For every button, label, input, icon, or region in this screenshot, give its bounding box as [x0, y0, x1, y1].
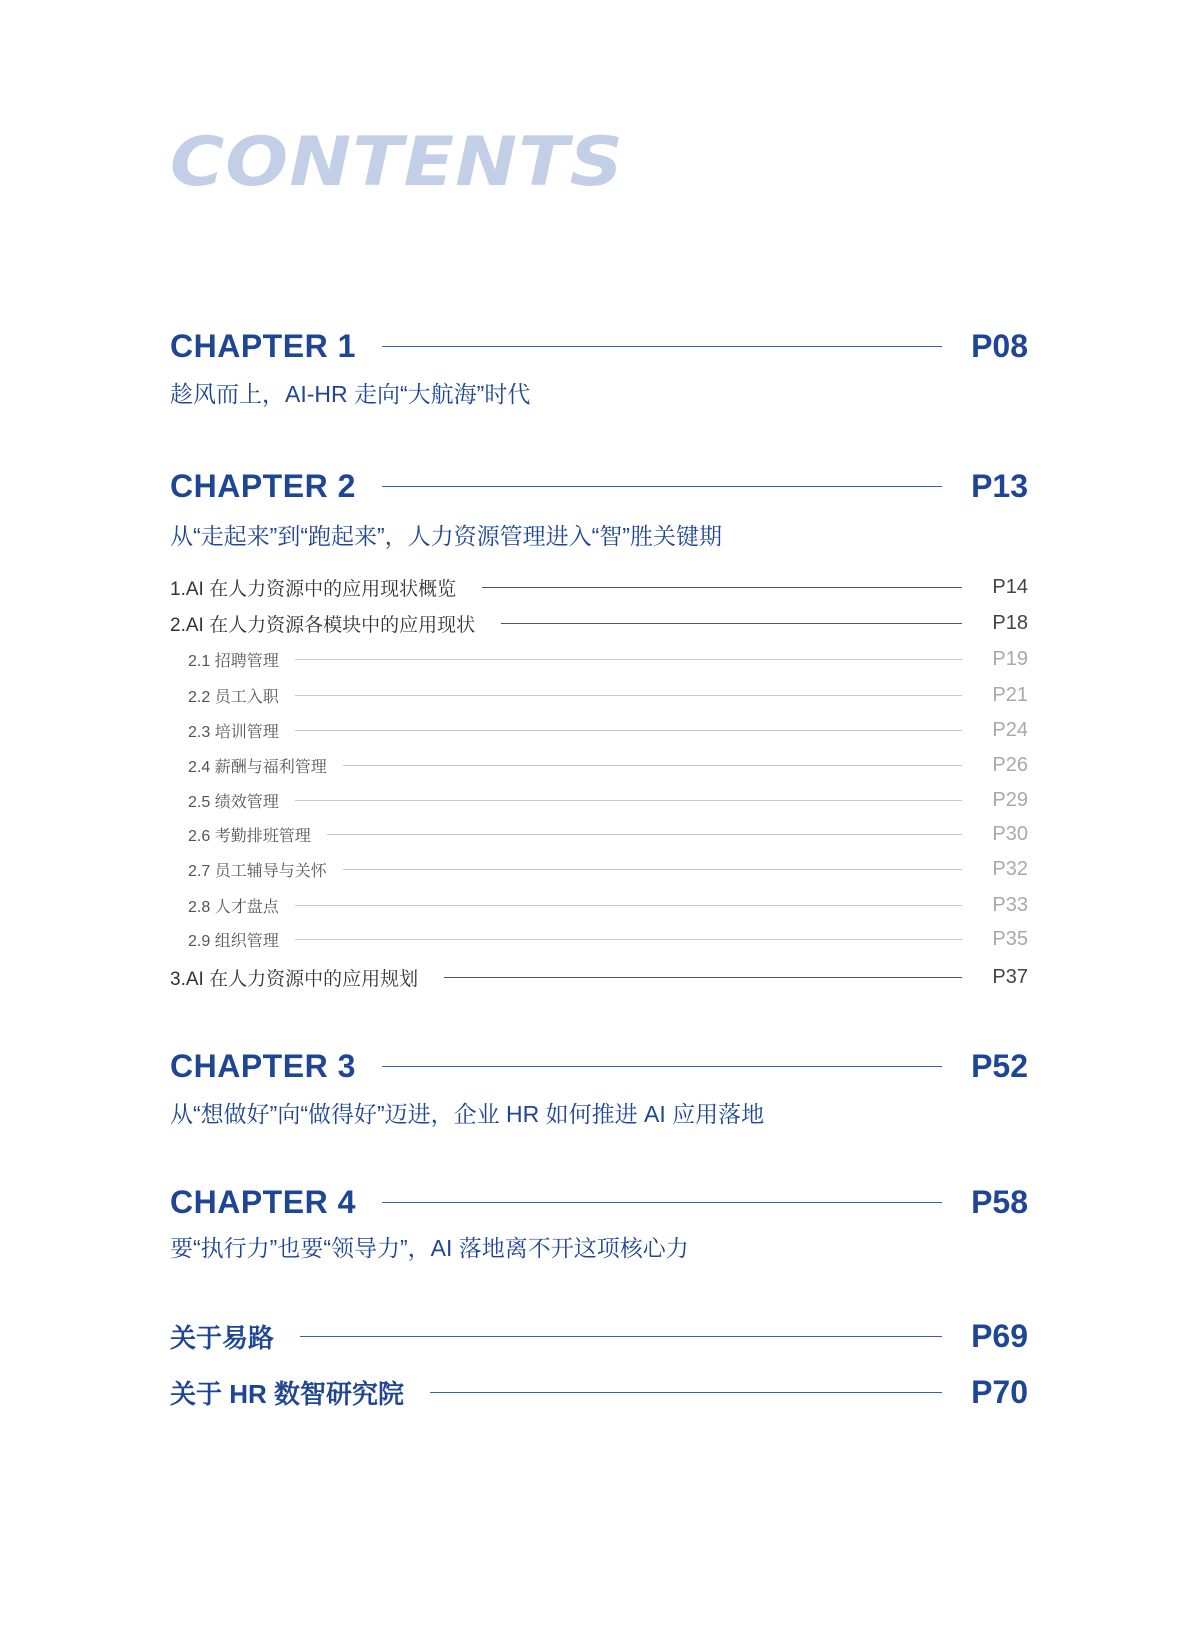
- leader-line: [295, 800, 962, 801]
- page-number: P35: [992, 928, 1028, 950]
- section-label: 3.AI 在人力资源中的应用规划: [170, 969, 419, 990]
- chapter-label: CHAPTER 2: [170, 468, 356, 504]
- section-label: 1.AI 在人力资源中的应用现状概览: [170, 579, 457, 600]
- about-label: 关于易路: [170, 1323, 275, 1353]
- page-number: P19: [992, 648, 1028, 670]
- leader-line: [482, 587, 962, 588]
- page-number: P37: [992, 966, 1028, 988]
- leader-line: [295, 730, 962, 731]
- chapter-4-entry[interactable]: [170, 1184, 1028, 1221]
- leader-line: [382, 1202, 942, 1204]
- about-label: 关于 HR 数智研究院: [170, 1379, 405, 1409]
- page-number: P08: [971, 328, 1028, 364]
- subsection-label: 2.7 员工辅导与关怀: [188, 863, 327, 880]
- page-number: P32: [992, 858, 1028, 880]
- chapter-2-subtitle: 从“走起来”到“跑起来”，人力资源管理进入“智”胜关键期: [170, 523, 722, 549]
- page-number: P30: [992, 823, 1028, 845]
- subsection-entry[interactable]: [188, 648, 1028, 671]
- subsection-label: 2.6 考勤排班管理: [188, 828, 311, 845]
- page-number: P69: [971, 1318, 1028, 1354]
- page-number: P21: [992, 684, 1028, 706]
- leader-line: [295, 905, 962, 906]
- page-number: P29: [992, 789, 1028, 811]
- subsection-entry[interactable]: [188, 719, 1028, 742]
- page-number: P24: [992, 719, 1028, 741]
- leader-line: [430, 1392, 942, 1394]
- chapter-1-subtitle: 趁风而上，AI-HR 走向“大航海”时代: [170, 381, 531, 407]
- subsection-label: 2.1 招聘管理: [188, 653, 279, 670]
- subsection-entry[interactable]: [188, 754, 1028, 777]
- section-label: 2.AI 在人力资源各模块中的应用现状: [170, 615, 476, 636]
- leader-line: [295, 659, 962, 660]
- leader-line: [343, 765, 962, 766]
- leader-line: [382, 346, 942, 348]
- page-number: P52: [971, 1048, 1028, 1084]
- leader-line: [444, 977, 962, 978]
- chapter-3-entry[interactable]: [170, 1048, 1028, 1085]
- section-entry-3[interactable]: [170, 964, 1028, 991]
- page-number: P13: [971, 468, 1028, 504]
- subsection-label: 2.5 绩效管理: [188, 794, 279, 811]
- chapter-1-entry[interactable]: [170, 328, 1028, 365]
- subsection-entry[interactable]: [188, 894, 1028, 917]
- chapter-label: CHAPTER 3: [170, 1048, 356, 1084]
- chapter-label: CHAPTER 4: [170, 1184, 356, 1220]
- page-number: P14: [992, 576, 1028, 598]
- leader-line: [327, 834, 962, 835]
- about-institute-entry[interactable]: [170, 1374, 1028, 1411]
- section-entry-1[interactable]: [170, 574, 1028, 601]
- about-yilu-entry[interactable]: [170, 1318, 1028, 1355]
- page-number: P26: [992, 754, 1028, 776]
- subsection-entry[interactable]: [188, 858, 1028, 881]
- page-number: P18: [992, 612, 1028, 634]
- subsection-entry[interactable]: [188, 928, 1028, 951]
- section-entry-2[interactable]: [170, 610, 1028, 637]
- chapter-4-subtitle: 要“执行力”也要“领导力”，AI 落地离不开这项核心力: [170, 1235, 689, 1261]
- leader-line: [382, 1066, 942, 1068]
- leader-line: [295, 939, 962, 940]
- page-number: P70: [971, 1374, 1028, 1410]
- subsection-entry[interactable]: [188, 823, 1028, 846]
- leader-line: [295, 695, 962, 696]
- subsection-label: 2.4 薪酬与福利管理: [188, 759, 327, 776]
- page-number: P33: [992, 894, 1028, 916]
- subsection-entry[interactable]: [188, 789, 1028, 812]
- subsection-label: 2.2 员工入职: [188, 689, 279, 706]
- chapter-2-entry[interactable]: [170, 468, 1028, 505]
- contents-title: CONTENTS: [170, 122, 624, 202]
- chapter-label: CHAPTER 1: [170, 328, 356, 364]
- leader-line: [501, 623, 962, 624]
- subsection-label: 2.9 组织管理: [188, 933, 279, 950]
- leader-line: [343, 869, 962, 870]
- subsection-label: 2.3 培训管理: [188, 724, 279, 741]
- leader-line: [382, 486, 942, 488]
- leader-line: [300, 1336, 942, 1338]
- subsection-label: 2.8 人才盘点: [188, 899, 279, 916]
- subsection-entry[interactable]: [188, 684, 1028, 707]
- page-number: P58: [971, 1184, 1028, 1220]
- chapter-3-subtitle: 从“想做好”向“做得好”迈进，企业 HR 如何推进 AI 应用落地: [170, 1101, 765, 1127]
